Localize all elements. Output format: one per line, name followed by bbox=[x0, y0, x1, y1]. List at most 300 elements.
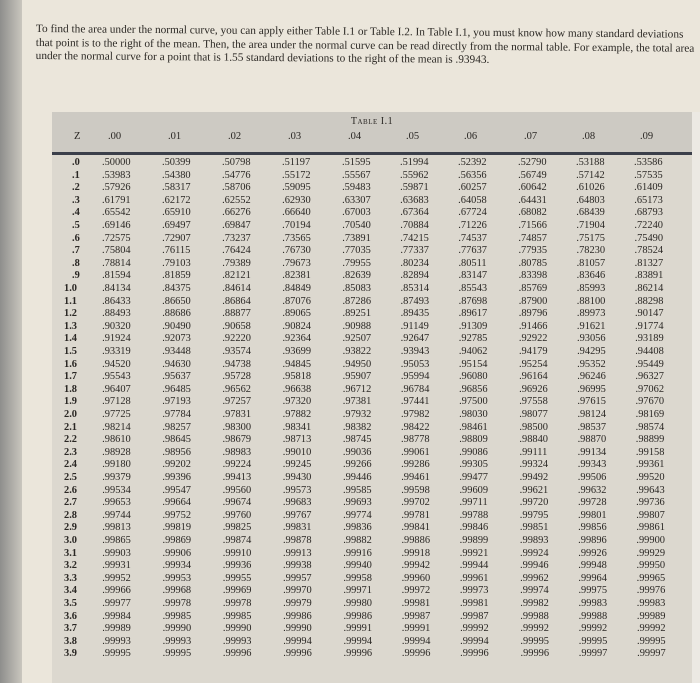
area-value: .98422 bbox=[401, 421, 430, 433]
area-value: .99711 bbox=[459, 497, 488, 509]
area-value: .99988 bbox=[520, 610, 549, 622]
table-row bbox=[52, 422, 692, 435]
area-value: .99968 bbox=[162, 585, 192, 597]
area-value: .99938 bbox=[283, 560, 312, 572]
area-value: .54776 bbox=[222, 169, 251, 181]
area-value: .99477 bbox=[459, 472, 488, 483]
area-value: .98745 bbox=[342, 434, 372, 446]
column-header: .07 bbox=[524, 131, 538, 142]
area-value: .99266 bbox=[342, 459, 372, 471]
table-row bbox=[52, 308, 692, 321]
area-value: .77935 bbox=[518, 245, 548, 257]
table-row bbox=[52, 485, 692, 498]
table-row bbox=[52, 384, 692, 397]
area-value: .66640 bbox=[282, 207, 311, 219]
area-value: .85314 bbox=[400, 283, 430, 294]
area-value: .84375 bbox=[162, 283, 191, 294]
area-value: .98030 bbox=[459, 409, 488, 420]
table-row bbox=[52, 157, 692, 170]
area-value: .99982 bbox=[520, 598, 549, 609]
area-value: .87698 bbox=[458, 295, 488, 307]
area-value: .88100 bbox=[576, 295, 606, 307]
area-value: .99795 bbox=[519, 509, 549, 521]
area-value: .99950 bbox=[636, 560, 666, 572]
area-value: .97381 bbox=[342, 396, 372, 408]
area-value: .99986 bbox=[343, 610, 373, 622]
area-value: .89973 bbox=[576, 308, 606, 320]
table-row bbox=[52, 170, 692, 183]
table-row bbox=[52, 636, 692, 649]
area-value: .99086 bbox=[459, 446, 488, 458]
area-value: .80785 bbox=[518, 257, 548, 269]
area-value: .99653 bbox=[102, 497, 131, 509]
area-value: .92785 bbox=[458, 333, 488, 345]
area-value: .99158 bbox=[635, 446, 665, 458]
area-value: .99202 bbox=[162, 459, 191, 471]
area-value: .65173 bbox=[634, 194, 663, 206]
area-value: .99980 bbox=[343, 598, 372, 609]
area-value: .89435 bbox=[400, 308, 430, 320]
area-value: .99990 bbox=[222, 623, 252, 635]
area-value: .99957 bbox=[283, 572, 312, 584]
area-value: .99990 bbox=[162, 623, 192, 635]
area-value: .91924 bbox=[102, 333, 131, 345]
area-value: .99598 bbox=[401, 484, 430, 496]
area-value: .95154 bbox=[458, 358, 488, 370]
area-value: .99981 bbox=[401, 598, 431, 609]
area-value: .83147 bbox=[458, 270, 488, 282]
area-value: .97670 bbox=[635, 396, 665, 408]
area-value: .75175 bbox=[576, 232, 605, 244]
area-value: .99973 bbox=[459, 585, 489, 597]
area-value: .67003 bbox=[342, 207, 371, 219]
area-value: .82639 bbox=[342, 270, 371, 282]
area-value: .92507 bbox=[342, 333, 372, 345]
area-value: .81859 bbox=[162, 270, 191, 282]
area-value: .99988 bbox=[578, 610, 608, 622]
area-value: .51595 bbox=[342, 157, 371, 168]
area-value: .51197 bbox=[282, 157, 311, 168]
area-value: .99953 bbox=[162, 572, 192, 584]
area-value: .96926 bbox=[519, 383, 548, 395]
area-value: .72240 bbox=[634, 220, 663, 231]
area-value: .98679 bbox=[222, 434, 252, 446]
area-value: .99752 bbox=[162, 509, 192, 521]
area-value: .72575 bbox=[102, 232, 131, 244]
z-value: 3.3 bbox=[64, 572, 77, 584]
area-value: .99924 bbox=[519, 547, 549, 559]
area-value: .99952 bbox=[102, 572, 131, 584]
column-header: Z bbox=[74, 131, 81, 142]
area-value: .96080 bbox=[458, 371, 488, 383]
area-value: .99964 bbox=[578, 572, 607, 584]
area-value: .93056 bbox=[577, 333, 606, 345]
area-value: .99744 bbox=[102, 509, 131, 521]
area-value: .91621 bbox=[576, 320, 606, 332]
area-value: .96485 bbox=[162, 383, 191, 395]
area-value: .98214 bbox=[102, 421, 131, 433]
area-value: .98124 bbox=[577, 409, 607, 420]
area-value: .99774 bbox=[343, 509, 372, 521]
table-row bbox=[52, 195, 692, 208]
z-value: .5 bbox=[72, 220, 80, 231]
area-value: .99926 bbox=[578, 547, 607, 559]
area-value: .98899 bbox=[635, 434, 665, 446]
area-value: .99929 bbox=[636, 547, 666, 559]
area-value: .99936 bbox=[222, 560, 252, 572]
area-value: .79103 bbox=[162, 257, 191, 269]
column-header: .05 bbox=[406, 131, 420, 142]
area-value: .99921 bbox=[459, 547, 489, 559]
area-value: .97882 bbox=[282, 409, 312, 420]
area-value: .53983 bbox=[102, 169, 131, 181]
area-value: .98610 bbox=[102, 434, 131, 446]
area-value: .97982 bbox=[400, 409, 430, 420]
table-row bbox=[52, 346, 692, 359]
z-value: 3.8 bbox=[64, 635, 77, 647]
table-row bbox=[52, 447, 692, 460]
area-value: .96856 bbox=[459, 383, 488, 395]
area-value: .84614 bbox=[222, 283, 251, 294]
area-value: .53188 bbox=[576, 157, 605, 168]
area-value: .99991 bbox=[401, 623, 431, 635]
z-value: 1.1 bbox=[64, 295, 77, 307]
area-value: .93943 bbox=[400, 346, 430, 357]
z-value: .2 bbox=[72, 182, 80, 194]
z-value: .8 bbox=[72, 257, 80, 269]
area-value: .88298 bbox=[634, 295, 664, 307]
area-value: .99986 bbox=[283, 610, 312, 622]
area-value: .88877 bbox=[222, 308, 251, 320]
area-value: .97193 bbox=[162, 396, 191, 408]
area-value: .98645 bbox=[162, 434, 191, 446]
area-value: .86864 bbox=[222, 295, 251, 307]
area-value: .99996 bbox=[401, 648, 431, 660]
area-value: .99981 bbox=[459, 598, 489, 609]
table-row bbox=[52, 359, 692, 372]
area-value: .99996 bbox=[222, 648, 252, 660]
column-header: .01 bbox=[168, 131, 182, 142]
area-value: .97062 bbox=[635, 383, 665, 395]
area-value: .99520 bbox=[636, 472, 665, 483]
area-value: .99861 bbox=[636, 522, 665, 534]
area-value: .89251 bbox=[342, 308, 372, 320]
area-value: .99111 bbox=[519, 446, 548, 458]
area-value: .99560 bbox=[222, 484, 252, 496]
area-value: .78524 bbox=[634, 245, 664, 257]
table-row bbox=[52, 611, 692, 624]
area-value: .93699 bbox=[282, 346, 312, 357]
area-value: .98574 bbox=[635, 421, 665, 433]
area-value: .61791 bbox=[102, 194, 131, 206]
area-value: .66276 bbox=[222, 207, 251, 219]
area-value: .99286 bbox=[401, 459, 430, 471]
area-value: .90320 bbox=[102, 320, 131, 332]
z-value: 2.4 bbox=[64, 459, 77, 471]
area-value: .81057 bbox=[576, 257, 606, 269]
area-value: .96712 bbox=[342, 383, 372, 395]
area-value: .99913 bbox=[282, 547, 312, 559]
table-row bbox=[52, 623, 692, 636]
area-value: .99878 bbox=[282, 535, 312, 546]
area-value: .99994 bbox=[283, 635, 312, 647]
area-value: .99994 bbox=[401, 635, 431, 647]
area-value: .97128 bbox=[102, 396, 131, 408]
area-value: .92647 bbox=[400, 333, 430, 345]
area-value: .94738 bbox=[222, 358, 251, 370]
area-value: .99807 bbox=[636, 509, 665, 521]
table-row bbox=[52, 585, 692, 598]
area-value: .96784 bbox=[400, 383, 430, 395]
area-value: .99958 bbox=[343, 572, 372, 584]
area-value: .99831 bbox=[282, 522, 312, 534]
area-value: .96327 bbox=[635, 371, 664, 383]
area-value: .99324 bbox=[519, 459, 549, 471]
area-value: .94950 bbox=[342, 358, 372, 370]
area-value: .84134 bbox=[102, 283, 131, 294]
area-value: .99767 bbox=[282, 509, 312, 521]
z-value: 2.6 bbox=[64, 484, 77, 496]
area-value: .90658 bbox=[222, 320, 251, 332]
area-value: .92073 bbox=[162, 333, 191, 345]
z-value: 2.1 bbox=[64, 421, 77, 433]
area-value: .99446 bbox=[343, 472, 372, 483]
area-value: .98928 bbox=[102, 446, 131, 458]
table-row bbox=[52, 245, 692, 258]
area-value: .99995 bbox=[102, 648, 131, 660]
area-value: .99801 bbox=[578, 509, 607, 521]
area-value: .99962 bbox=[520, 572, 549, 584]
area-value: .51994 bbox=[400, 157, 429, 168]
z-value: .3 bbox=[72, 194, 80, 206]
area-value: .98809 bbox=[459, 434, 488, 446]
table-row bbox=[52, 283, 692, 296]
area-value: .99992 bbox=[636, 623, 666, 635]
area-value: .99664 bbox=[162, 497, 191, 509]
area-value: .54380 bbox=[162, 169, 191, 181]
table-row bbox=[52, 560, 692, 573]
area-value: .99934 bbox=[162, 560, 192, 572]
area-value: .99865 bbox=[102, 535, 131, 546]
area-value: .74215 bbox=[400, 232, 429, 244]
area-value: .99906 bbox=[162, 547, 192, 559]
area-value: .99969 bbox=[222, 585, 252, 597]
z-value: .0 bbox=[72, 157, 80, 168]
z-value: 2.9 bbox=[64, 522, 77, 534]
area-value: .99893 bbox=[519, 535, 549, 546]
area-value: .99971 bbox=[343, 585, 372, 597]
area-value: .99978 bbox=[162, 598, 192, 609]
table-row bbox=[52, 296, 692, 309]
area-value: .97831 bbox=[222, 409, 252, 420]
area-value: .99856 bbox=[578, 522, 607, 534]
area-value: .97615 bbox=[577, 396, 606, 408]
area-value: .99942 bbox=[401, 560, 431, 572]
area-value: .86214 bbox=[634, 283, 664, 294]
area-value: .94845 bbox=[282, 358, 312, 370]
area-value: .50798 bbox=[222, 157, 251, 168]
area-value: .71904 bbox=[576, 220, 605, 231]
area-value: .92922 bbox=[518, 333, 548, 345]
table-row bbox=[52, 207, 692, 220]
area-value: .95818 bbox=[282, 371, 312, 383]
area-value: .99979 bbox=[283, 598, 312, 609]
area-value: .99728 bbox=[577, 497, 607, 509]
area-value: .99036 bbox=[342, 446, 372, 458]
area-value: .99944 bbox=[459, 560, 489, 572]
table-row bbox=[52, 497, 692, 510]
area-value: .57142 bbox=[576, 169, 605, 181]
z-value: 1.2 bbox=[64, 308, 77, 320]
area-value: .99955 bbox=[222, 572, 252, 584]
area-value: .99899 bbox=[459, 535, 489, 546]
area-value: .99948 bbox=[578, 560, 607, 572]
z-value: 3.2 bbox=[64, 560, 77, 572]
area-value: .99992 bbox=[520, 623, 549, 635]
z-value: 2.3 bbox=[64, 446, 77, 458]
area-value: .82381 bbox=[282, 270, 311, 282]
area-value: .71226 bbox=[458, 220, 487, 231]
area-value: .99974 bbox=[520, 585, 549, 597]
table-row bbox=[52, 434, 692, 447]
area-value: .62930 bbox=[282, 194, 311, 206]
area-value: .70194 bbox=[282, 220, 311, 231]
area-value: .95449 bbox=[635, 358, 664, 370]
area-value: .96995 bbox=[577, 383, 606, 395]
area-value: .83891 bbox=[634, 270, 664, 282]
area-value: .99992 bbox=[460, 623, 489, 635]
area-value: .99940 bbox=[343, 560, 372, 572]
area-value: .99995 bbox=[520, 635, 549, 647]
area-value: .68439 bbox=[576, 207, 605, 219]
area-value: .99996 bbox=[283, 648, 312, 660]
area-value: .67364 bbox=[400, 207, 429, 219]
area-value: .99931 bbox=[102, 560, 131, 572]
area-value: .78230 bbox=[576, 245, 606, 257]
area-value: .98870 bbox=[577, 434, 607, 446]
table-row bbox=[52, 648, 692, 661]
area-value: .99903 bbox=[102, 547, 131, 559]
table-row bbox=[52, 333, 692, 346]
area-value: .98169 bbox=[635, 409, 665, 420]
area-value: .99461 bbox=[401, 472, 430, 483]
area-value: .88493 bbox=[102, 308, 131, 320]
column-header: .00 bbox=[108, 131, 122, 142]
column-header: .09 bbox=[640, 131, 654, 142]
area-value: .56356 bbox=[458, 169, 487, 181]
area-value: .91466 bbox=[518, 320, 548, 332]
area-value: .99990 bbox=[283, 623, 312, 635]
table-row bbox=[52, 321, 692, 334]
area-value: .98983 bbox=[222, 446, 252, 458]
area-value: .99825 bbox=[222, 522, 252, 534]
table-row bbox=[52, 598, 692, 611]
area-value: .99916 bbox=[343, 547, 372, 559]
area-value: .94408 bbox=[635, 346, 664, 357]
area-value: .99819 bbox=[162, 522, 192, 534]
area-value: .85083 bbox=[342, 283, 371, 294]
area-value: .99960 bbox=[401, 572, 431, 584]
area-value: .99379 bbox=[102, 472, 131, 483]
area-value: .98300 bbox=[222, 421, 252, 433]
area-value: .82121 bbox=[222, 270, 251, 282]
area-value: .68793 bbox=[634, 207, 663, 219]
area-value: .99874 bbox=[222, 535, 252, 546]
area-value: .89617 bbox=[458, 308, 488, 320]
z-value: 3.6 bbox=[64, 610, 77, 622]
intro-paragraph: To find the area under the normal curve, you can apply either Table I.1 or Table I.2. In Table I.1, you must know how many standard deviations that point is to the right of the mean. Then, the area under the normal curve can be read directly from the normal table. For example, the total area under the normal curve for a point that is 1.55 standard deviations to the right of the mean is .93943. bbox=[35, 23, 695, 67]
table-row bbox=[52, 510, 692, 523]
area-value: .97500 bbox=[459, 396, 488, 408]
area-value: .98500 bbox=[519, 421, 548, 433]
area-value: .57926 bbox=[102, 182, 131, 194]
area-value: .99720 bbox=[519, 497, 549, 509]
area-value: .99977 bbox=[102, 598, 131, 609]
area-value: .86650 bbox=[162, 295, 191, 307]
area-value: .99492 bbox=[519, 472, 549, 483]
z-value: .4 bbox=[72, 207, 80, 219]
table-row bbox=[52, 522, 692, 535]
area-value: .72907 bbox=[162, 232, 191, 244]
area-value: .90147 bbox=[634, 308, 664, 320]
area-value: .65910 bbox=[162, 207, 191, 219]
z-value: 3.7 bbox=[64, 623, 77, 635]
area-value: .82894 bbox=[400, 270, 429, 282]
area-value: .99882 bbox=[343, 535, 372, 546]
z-value: 3.9 bbox=[64, 648, 77, 660]
area-value: .94630 bbox=[162, 358, 191, 370]
area-value: .99972 bbox=[401, 585, 431, 597]
area-value: .99224 bbox=[222, 459, 252, 471]
area-value: .50399 bbox=[162, 157, 191, 168]
area-value: .87286 bbox=[342, 295, 372, 307]
area-value: .98077 bbox=[519, 409, 548, 420]
table-row bbox=[52, 270, 692, 283]
area-value: .71566 bbox=[518, 220, 547, 231]
area-value: .99996 bbox=[343, 648, 373, 660]
area-value: .97932 bbox=[342, 409, 372, 420]
area-value: .94295 bbox=[577, 346, 606, 357]
area-value: .85769 bbox=[518, 283, 548, 294]
area-value: .91774 bbox=[635, 320, 664, 332]
table-row bbox=[52, 535, 692, 548]
area-value: .99996 bbox=[460, 648, 489, 660]
area-value: .99961 bbox=[459, 572, 489, 584]
area-value: .50000 bbox=[102, 157, 131, 168]
area-value: .99886 bbox=[401, 535, 431, 546]
area-value: .99994 bbox=[343, 635, 373, 647]
area-value: .97320 bbox=[282, 396, 312, 408]
normal-table bbox=[52, 112, 692, 683]
area-value: .96562 bbox=[222, 383, 251, 395]
area-value: .85993 bbox=[576, 283, 606, 294]
area-value: .94179 bbox=[518, 346, 548, 357]
area-value: .79955 bbox=[342, 257, 371, 269]
area-value: .95907 bbox=[342, 371, 372, 383]
area-value: .76730 bbox=[282, 245, 311, 257]
table-row bbox=[52, 182, 692, 195]
area-value: .55567 bbox=[342, 169, 371, 181]
area-value: .60257 bbox=[458, 182, 487, 194]
area-value: .99991 bbox=[343, 623, 373, 635]
area-value: .99343 bbox=[577, 459, 607, 471]
area-value: .56749 bbox=[518, 169, 547, 181]
z-value: 1.0 bbox=[64, 283, 77, 294]
area-value: .99836 bbox=[343, 522, 372, 534]
area-value: .77337 bbox=[400, 245, 429, 257]
area-value: .61409 bbox=[634, 182, 663, 194]
area-value: .84849 bbox=[282, 283, 311, 294]
